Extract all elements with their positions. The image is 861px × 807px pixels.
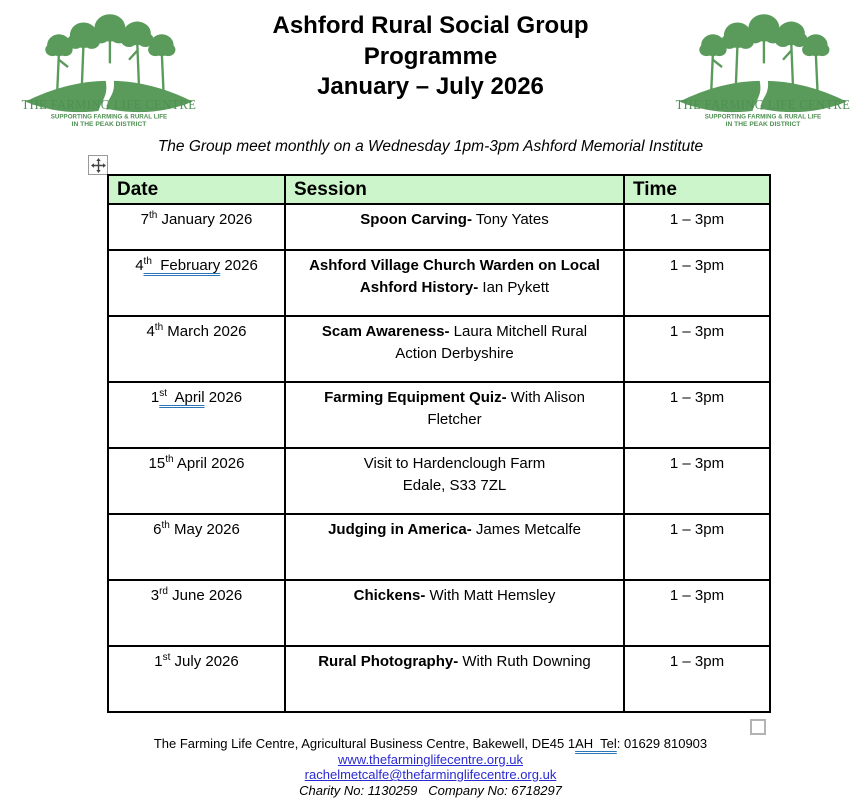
table-row [108, 646, 770, 712]
table-row [108, 580, 770, 646]
date-cell: 7th January 2026 [108, 204, 285, 250]
time-cell: 1 – 3pm [624, 514, 770, 580]
time-cell: 1 – 3pm [624, 250, 770, 316]
title-line-1: Ashford Rural Social Group [272, 12, 589, 39]
registration-line: Charity No: 1130259 Company No: 6718297 [299, 782, 562, 798]
website-link[interactable]: www.thefarminglifecentre.org.uk [338, 751, 523, 767]
time-cell: 1 – 3pm [624, 646, 770, 712]
time-cell: 1 – 3pm [624, 448, 770, 514]
time-cell: 1 – 3pm [624, 382, 770, 448]
table-row [108, 250, 770, 316]
column-header-date: Date [108, 175, 285, 204]
session-cell: Visit to Hardenclough Farm Edale, S33 7ZL [285, 448, 624, 514]
session-cell: Spoon Carving- Tony Yates [285, 204, 624, 250]
session-cell: Farming Equipment Quiz- With Alison Fletcher [285, 382, 624, 448]
table-move-handle[interactable] [88, 155, 108, 175]
session-cell: Scam Awareness- Laura Mitchell Rural Action Derbyshire [285, 316, 624, 382]
title-line-2: Programme [363, 42, 498, 70]
logo-tagline-line1: SUPPORTING FARMING & RURAL LIFE [50, 113, 168, 121]
logo-title-text: THE FARMING LIFE CENTRE [675, 96, 851, 112]
session-cell: Rural Photography- With Ruth Downing [285, 646, 624, 712]
logo-tagline-line1: SUPPORTING FARMING & RURAL LIFE [704, 113, 822, 121]
time-cell: 1 – 3pm [624, 204, 770, 250]
programme-rows [108, 204, 770, 712]
table-row [108, 382, 770, 448]
table-row [108, 448, 770, 514]
logo-tagline-line2: IN THE PEAK DISTRICT [71, 121, 147, 129]
time-cell: 1 – 3pm [624, 580, 770, 646]
date-cell: 4th March 2026 [108, 316, 285, 382]
date-cell: 6th May 2026 [108, 514, 285, 580]
date-cell: 1st April 2026 [108, 382, 285, 448]
date-cell: 1st July 2026 [108, 646, 285, 712]
logo-title-text: THE FARMING LIFE CENTRE [21, 96, 197, 112]
footer [0, 736, 861, 798]
title-line-3: January – July 2026 [317, 73, 544, 100]
column-header-time: Time [624, 175, 770, 204]
table-row [108, 204, 770, 250]
table-row [108, 316, 770, 382]
logo-tagline-line2: IN THE PEAK DISTRICT [725, 121, 801, 129]
footer-address-line: The Farming Life Centre, Agricultural Business Centre, Bakewell, DE45 1AH Tel: 01629 810903 [153, 736, 708, 751]
email-link[interactable]: rachelmetcalfe@thefarminglifecentre.org.uk [304, 767, 557, 783]
date-cell: 15th April 2026 [108, 448, 285, 514]
session-cell: Ashford Village Church Warden on Local Ashford History- Ian Pykett [285, 250, 624, 316]
session-cell: Chickens- With Matt Hemsley [285, 580, 624, 646]
date-cell: 3rd June 2026 [108, 580, 285, 646]
table-row [108, 514, 770, 580]
page-title [0, 11, 861, 103]
date-cell: 4th February 2026 [108, 250, 285, 316]
table-resize-handle[interactable] [750, 719, 766, 735]
move-arrows-icon [91, 158, 106, 173]
table-header-row [108, 175, 770, 204]
time-cell: 1 – 3pm [624, 316, 770, 382]
meeting-info-subtitle: The Group meet monthly on a Wednesday 1pm-3pm Ashford Memorial Institute [157, 138, 704, 155]
programme-table [107, 174, 771, 713]
session-cell: Judging in America- James Metcalfe [285, 514, 624, 580]
column-header-session: Session [285, 175, 624, 204]
